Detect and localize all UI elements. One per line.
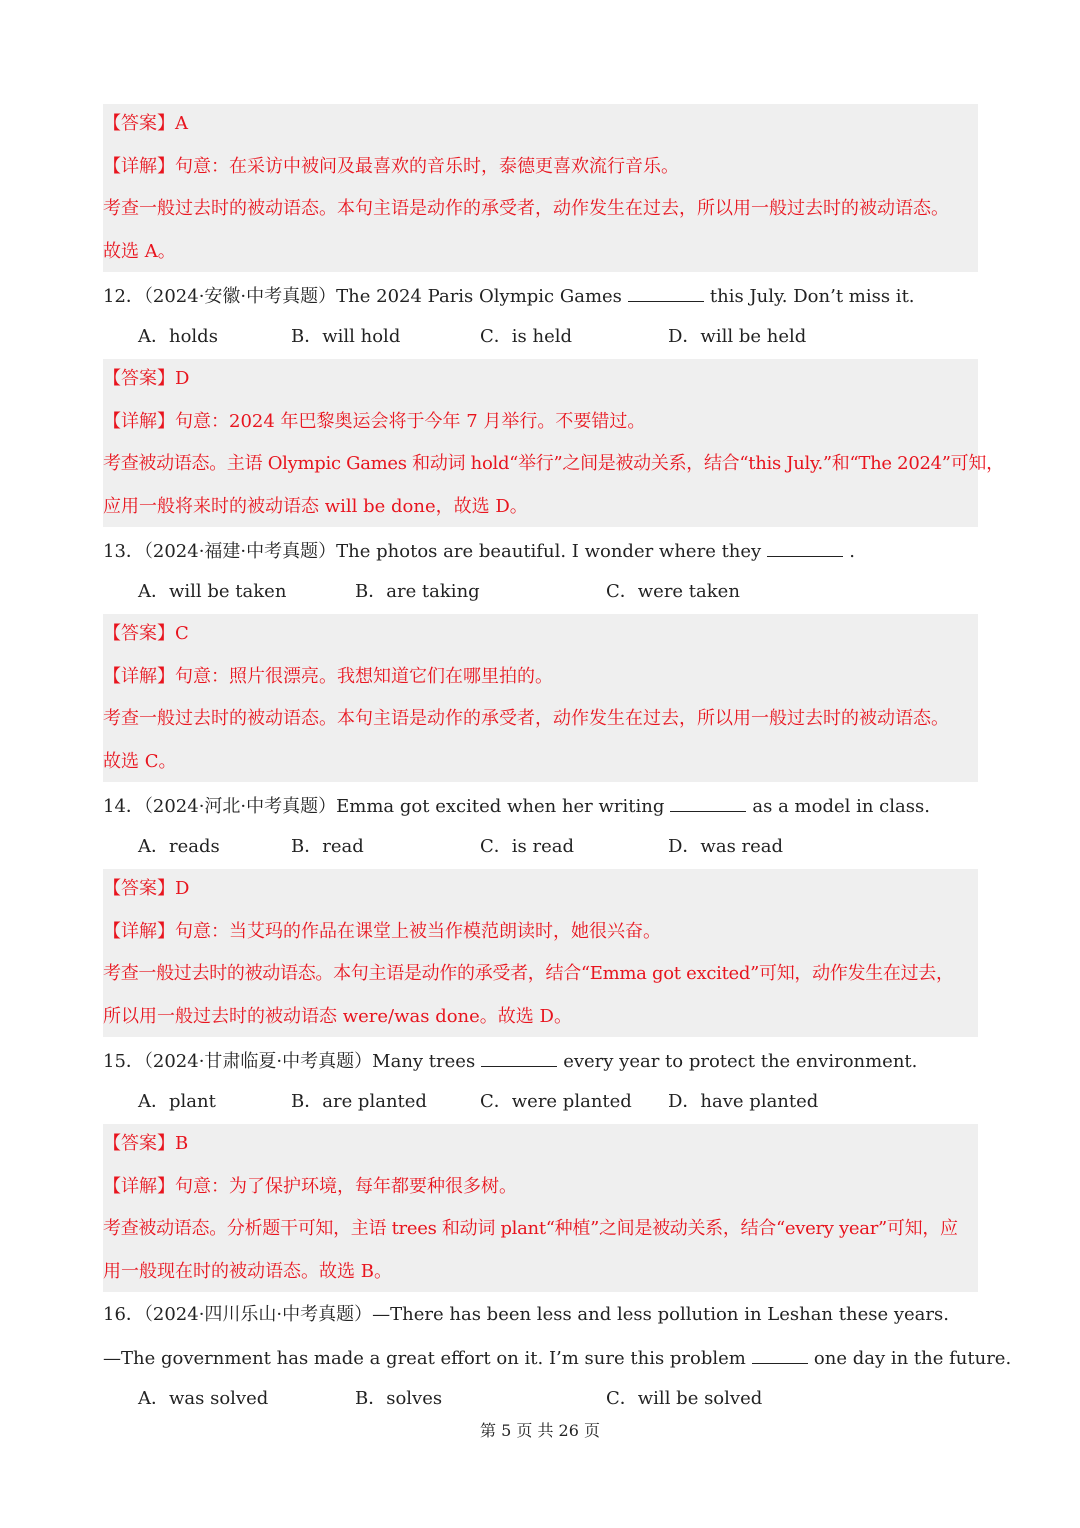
answer-label: 【答案】C [103, 623, 189, 644]
question-stem-pre: —The government has made a great effort on it. I’m sure this problem [103, 1348, 746, 1369]
analysis-text: 所以用一般过去时的被动语态 were/was done。故选 D。 [103, 1006, 572, 1027]
option-a: A．plant [138, 1091, 216, 1112]
explanation-text: 【详解】句意：为了保护环境，每年都要种很多树。 [103, 1176, 517, 1197]
explanation-text: 【详解】句意：当艾玛的作品在课堂上被当作模范朗读时，她很兴奋。 [103, 921, 661, 942]
answer-label: 【答案】A [103, 113, 188, 134]
answer-blank [628, 283, 704, 302]
analysis-text: 用一般现在时的被动语态。故选 B。 [103, 1261, 392, 1282]
option-a: A．was solved [138, 1388, 269, 1409]
option-a: A．reads [138, 836, 220, 857]
question-stem-post: . [849, 541, 855, 562]
question-stem: 16．（2024·四川乐山·中考真题）—There has been less and less pollution in Leshan these years. [103, 1304, 949, 1325]
option-a: A．will be taken [138, 581, 287, 602]
answer-blank [481, 1048, 557, 1067]
analysis-text: 考查一般过去时的被动语态。本句主语是动作的承受者，动作发生在过去，所以用一般过去时的被动语态。 [103, 198, 949, 219]
option-b: B．are planted [291, 1091, 427, 1112]
explanation-text: 【详解】句意：在采访中被问及最喜欢的音乐时，泰德更喜欢流行音乐。 [103, 156, 679, 177]
question-stem-pre: 14．（2024·河北·中考真题）Emma got excited when her writing [103, 796, 665, 817]
question-stem [103, 538, 855, 562]
option-b: B．are taking [355, 581, 480, 602]
option-c: C．is read [480, 836, 574, 857]
explanation-text: 【详解】句意：照片很漂亮。我想知道它们在哪里拍的。 [103, 666, 553, 687]
question-stem-pre: 12．（2024·安徽·中考真题）The 2024 Paris Olympic Games [103, 286, 622, 307]
analysis-text: 考查被动语态。分析题干可知，主语 trees 和动词 plant“种植”之间是被动关系，结合“every year”可知，应 [103, 1218, 958, 1239]
option-b: B．read [291, 836, 364, 857]
question-stem-post: one day in the future. [813, 1348, 1012, 1369]
option-a: A．holds [138, 326, 218, 347]
option-c: C．were planted [480, 1091, 632, 1112]
option-b: B．solves [355, 1388, 443, 1409]
analysis-text: 考查被动语态。主语 Olympic Games 和动词 hold“举行”之间是被动关系，结合“this July.”和“The 2024”可知， [103, 453, 1004, 474]
choice-text: 故选 A。 [103, 241, 176, 262]
analysis-text: 考查一般过去时的被动语态。本句主语是动作的承受者，动作发生在过去，所以用一般过去时的被动语态。 [103, 708, 949, 729]
question-stem [103, 793, 930, 817]
question-stem-line2 [103, 1345, 1011, 1369]
answer-box [103, 614, 978, 782]
answer-label: 【答案】D [103, 368, 190, 389]
question-stem [103, 1048, 917, 1072]
answer-blank [767, 538, 843, 557]
question-stem [103, 283, 915, 307]
option-d: D．have planted [668, 1091, 819, 1112]
question-stem-post: every year to protect the environment. [563, 1051, 918, 1072]
option-d: D．will be held [668, 326, 807, 347]
analysis-text: 考查一般过去时的被动语态。本句主语是动作的承受者，结合“Emma got excited”可知，动作发生在过去， [103, 963, 954, 984]
question-stem-post: this July. Don’t miss it. [709, 286, 915, 307]
question-stem-pre: 13．（2024·福建·中考真题）The photos are beautiful. I wonder where they [103, 541, 762, 562]
option-c: C．will be solved [606, 1388, 763, 1409]
option-b: B．will hold [291, 326, 401, 347]
analysis-text: 应用一般将来时的被动语态 will be done，故选 D。 [103, 496, 528, 517]
answer-blank [670, 793, 746, 812]
answer-label: 【答案】D [103, 878, 190, 899]
answer-box [103, 104, 978, 272]
choice-text: 故选 C。 [103, 751, 177, 772]
explanation-text: 【详解】句意：2024 年巴黎奥运会将于今年 7 月举行。不要错过。 [103, 411, 646, 432]
option-d: D．was read [668, 836, 784, 857]
answer-blank [752, 1345, 808, 1364]
question-stem-post: as a model in class. [752, 796, 930, 817]
option-c: C．is held [480, 326, 573, 347]
option-c: C．were taken [606, 581, 740, 602]
page-footer: 第 5 页 共 26 页 [480, 1421, 600, 1440]
answer-label: 【答案】B [103, 1133, 189, 1154]
question-stem-pre: 15．（2024·甘肃临夏·中考真题）Many trees [103, 1051, 476, 1072]
